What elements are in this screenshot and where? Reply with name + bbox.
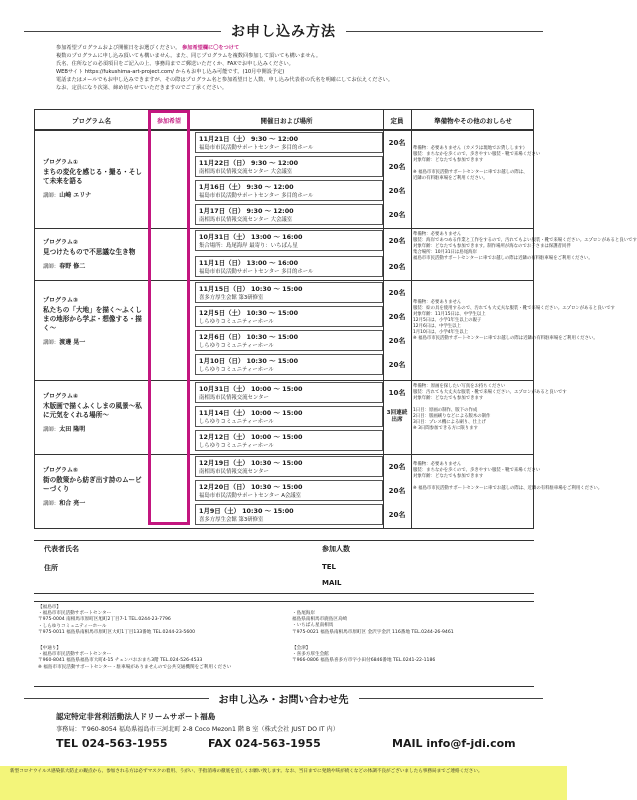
facility-block: 【会津】 ・喜多方厚生会館 〒966-0806 福島県喜多方市字小田付6846番地 TEL.0241-22-1186: [292, 646, 436, 664]
program-number: プログラム⑤: [43, 467, 79, 474]
facility-block: 【福島市】 ・福島市市民活動サポートセンター 〒975-0004 南相馬市原町区旭町2丁目7-1 TEL.0244-23-7796 ・しらゆりコミュニティーホール 〒975-0011 福島県南相馬市原町区大町1丁目133番地 TEL.0244-23-5600: [38, 605, 196, 635]
contact-heading: お申し込み・お問い合わせ先: [218, 694, 349, 706]
session-slot[interactable]: 12月12日（土） 10:00 ～ 15:00 しらゆりコミュニティーホール: [195, 430, 383, 451]
program-notes: 準備物：必要ありません（カメラは現地でお貸しします） 服装：まちなかを歩くので、歩きやすい服装・靴で来場ください 対象年齢：どなたでも参加できます ※ 福島市市民活動サポートセンターに車でお越しの際は、 近隣の有料駐車場をご利用ください。: [413, 146, 541, 181]
capacity: 20名: [388, 187, 406, 195]
program-info: [43, 466, 143, 509]
application-form: [34, 540, 534, 596]
header-rule-right: [346, 31, 543, 32]
capacity: 20名: [388, 139, 406, 147]
contact-rule-left: [24, 698, 209, 699]
program-number: プログラム①: [43, 159, 79, 166]
intro-line: 参加希望プログラムおよび開催日をお選びください。 参加希望欄に〇をつけて: [56, 45, 240, 51]
program-info: [43, 238, 143, 272]
program-notes: 準備物：必要ありません 服装：絵の具を使用するので、汚れても大丈夫な服装・靴で来場ください。エプロンがあると良いです 対象年齢：11月15日は、中学生以上 12月5日は、小学1年生以上の親子 12月6日は、中学生以上 1月10日は、小学4年生以上 ※ 福島市市民活動サポートセンターに車でお越しの際は近隣の有料駐車場をご利用ください。: [413, 300, 615, 341]
intro-line: 氏名、住所などの必須項目をご記入の上、事務局までご郵送いただくか、FAXでお申し込みください。: [56, 61, 294, 67]
intro-line: 電話またはメールでもお申し込みできますが、その際はプログラム名と参加希望日と人数、申し込み代表者の氏名を明確にしてお伝えください。: [56, 77, 394, 83]
capacity: 20名: [388, 487, 406, 495]
program-title: 街の散策から紡ぎ出す詩のムービーづくり: [43, 476, 142, 493]
contact-header: [24, 688, 543, 708]
session-slot[interactable]: 11月21日（土） 9:30 ～ 12:00 福島市市民活動サポートセンター 多目的ホール: [195, 132, 383, 153]
intro-highlight: 参加希望欄に〇をつけて: [182, 45, 240, 51]
program-number: プログラム③: [43, 297, 79, 304]
facility-block: ・島尾海岸 福島県南相馬市鹿島区烏崎 ・いちばん星南相馬 〒975-0021 福島県南相馬市原町区 金沢字金沢 116番地 TEL.0244-26-9461: [292, 611, 454, 635]
table-header: [35, 110, 533, 130]
capacity: 20名: [388, 511, 406, 519]
capacity: 20名: [388, 337, 406, 345]
covid-notice: 新型コロナウイルス感染拡大防止の観点から、参加される方は必ずマスクの着用、うがい、手指消毒の徹底を宜しくお願い致します。なお、当日までに発熱や咳が続くなどの体調不良がございましたら事務局までご連絡ください。: [0, 766, 567, 800]
capacity: 20名: [388, 237, 406, 245]
session-slot[interactable]: 11月1日（日） 13:00 ～ 16:00 福島市市民活動サポートセンター 多目的ホール: [195, 256, 383, 277]
address-label: 住所: [44, 564, 58, 572]
contact-mail[interactable]: MAIL info@f-jdi.com: [392, 737, 516, 750]
capacity: 10名: [388, 389, 406, 397]
program-title: 見つけたもので不思議な生き物: [43, 248, 136, 256]
session-slot[interactable]: 11月14日（土） 10:00 ～ 15:00 しらゆりコミュニティーホール: [195, 406, 383, 427]
program-notes: 準備物：必要ありません 服装：まちなかを歩くので、歩きやすい服装・靴で来場ください 対象年齢：どなたでも参加できます ※ 福島市市民活動サポートセンターに車でお越しの際は、近隣の有料駐車場をご利用ください。: [413, 462, 603, 491]
session-slot[interactable]: 1月10日（日） 10:30 ～ 15:00 しらゆりコミュニティーホール: [195, 354, 383, 375]
intro-line: WEBサイト https://fukushima-art-project.com/ からもお申し込み可能です。(10月中開設予定): [56, 69, 285, 75]
session-slot[interactable]: 10月31日（土） 13:00 ～ 16:00 集合場所：島尾海岸 最寄り：いちばん星: [195, 230, 383, 251]
header-date: 開催日および場所: [260, 117, 313, 125]
contact-tel[interactable]: TEL 024-563-1955: [56, 737, 168, 750]
header-check: 参加希望: [156, 118, 181, 125]
lecturer: 講師：太田 隆明: [43, 426, 86, 433]
capacity: 20名: [388, 263, 406, 271]
program-info: [43, 392, 143, 435]
participation-check-column[interactable]: [148, 110, 190, 525]
organization-name: 認定特定非営利活動法人ドリームサポート福島: [56, 712, 216, 721]
form-row-name[interactable]: [34, 540, 534, 560]
capacity: 20名: [388, 313, 406, 321]
capacity-note: 3回連続出席: [386, 410, 408, 423]
header-program: プログラム名: [72, 117, 111, 125]
session-slot[interactable]: 10月31日（土） 10:00 ～ 15:00 南相馬市民情報交流センター: [195, 382, 383, 403]
program-info: [43, 296, 143, 348]
session-slot[interactable]: 12月20日（日） 10:30 ～ 15:00 福島市市民活動サポートセンター A会議室: [195, 480, 383, 501]
page-title: お申し込み方法: [231, 24, 336, 40]
lecturer: 講師：渡邊 晃一: [43, 339, 86, 346]
lecturer: 講師：和合 亮一: [43, 500, 86, 507]
capacity: 20名: [388, 163, 406, 171]
session-slot[interactable]: 12月6日（日） 10:30 ～ 15:00 しらゆりコミュニティーホール: [195, 330, 383, 351]
contact-fax: FAX 024-563-1955: [208, 737, 321, 750]
program-number: プログラム②: [43, 239, 79, 246]
session-slot[interactable]: 11月22日（日） 9:30 ～ 12:00 南相馬市民情報交流センター 大会議室: [195, 156, 383, 177]
lecturer: 講師：山崎 エリナ: [43, 192, 92, 199]
capacity: 20名: [388, 463, 406, 471]
participants-label: 参加人数: [322, 545, 350, 553]
capacity: 20名: [388, 289, 406, 297]
intro-line: なお、定員になり次第、締め切らせていただきますのでご了承ください。: [56, 85, 228, 91]
office-address: 事務局：〒960-8054 福島県福島市三河北町 2-8 Coco Mezon1 階 B 室（株式会社 JUST DO IT 内）: [56, 726, 339, 733]
session-slot[interactable]: 11月15日（日） 10:30 ～ 15:00 喜多方厚生会館 第3研修室: [195, 282, 383, 303]
capacity: 20名: [388, 211, 406, 219]
program-notes: 準備物：原画を探したい写真をお持ちください 服装：汚れても大丈夫な服装・靴で来場ください。エプロンがあると良いです 対象年齢：どなたでも参加できます 1日目：原画の制作、版下の作成 2日目：版画刷りなどによる版木の制作 3日目：プレス機による刷り、仕上げ ※ 3日間参加できる方に限ります: [413, 384, 567, 431]
facility-block: 【中通り】 ・福島市市民活動サポートセンター 〒960-8041 福島県福島市大町4-15 チェンバおおまち3階 TEL.024-526-4533 ※ 福島市市民活動サポートセンター・駐車場がありませんので公共交通機関をご利用ください: [38, 646, 232, 670]
form-row-mail[interactable]: [34, 576, 534, 594]
program-title: 木版画で描くふくしまの風景～私に元気をくれる場所～: [43, 402, 142, 419]
mail-label: MAIL: [322, 579, 342, 587]
session-slot[interactable]: 1月17日（日） 9:30 ～ 12:00 南相馬市民情報交流センター 大会議室: [195, 204, 383, 225]
session-slot[interactable]: 1月16日（土） 9:30 ～ 12:00 福島市市民活動サポートセンター 多目的ホール: [195, 180, 383, 201]
contact-rule-right: [359, 698, 544, 699]
session-slot[interactable]: 12月19日（土） 10:30 ～ 15:00 南相馬市民情報交流センター: [195, 456, 383, 477]
header-capacity: 定員: [390, 117, 404, 125]
lecturer: 講師：春野 修二: [43, 263, 86, 270]
program-title: 私たちの「大地」を描く～ふくしまの地形から学ぶ・想像する・描く～: [43, 306, 142, 332]
program-info: [43, 158, 143, 201]
session-slot[interactable]: 12月5日（土） 10:30 ～ 15:00 しらゆりコミュニティーホール: [195, 306, 383, 327]
page-header: [24, 20, 543, 42]
program-notes: 準備物：必要ありません 服装：海岸であつめる作業と工作をするので、汚れてもよい服装・靴で来場ください。エプロンがあると良いです 対象年齢：どなたでも参加できます。制作場所が海なのでお子さまは保護者同伴 集合場所：10月31日は島尾海岸 福島市市民活動サポートセンターに車でお越しの際は近隣の有料駐車場をご利用ください。: [413, 232, 637, 261]
facility-list: [34, 601, 534, 687]
representative-label: 代表者氏名: [44, 545, 79, 553]
tel-label: TEL: [322, 563, 337, 571]
capacity: 20名: [388, 361, 406, 369]
session-slot[interactable]: 1月9日（土） 10:30 ～ 15:00 喜多方厚生会館 第3研修室: [195, 504, 383, 525]
program-number: プログラム④: [43, 393, 79, 400]
intro-text: [56, 44, 526, 92]
program-table: [34, 109, 637, 529]
header-rule-left: [24, 31, 221, 32]
header-notes: 準備物やその他のおしらせ: [434, 117, 512, 125]
intro-line: 複数のプログラムに申し込み頂いても構いません。また、同じプログラムを複数回参加して頂いても構いません。: [56, 53, 322, 59]
program-title: まちの変化を感じる・撮る・そして未来を語る: [43, 168, 142, 185]
